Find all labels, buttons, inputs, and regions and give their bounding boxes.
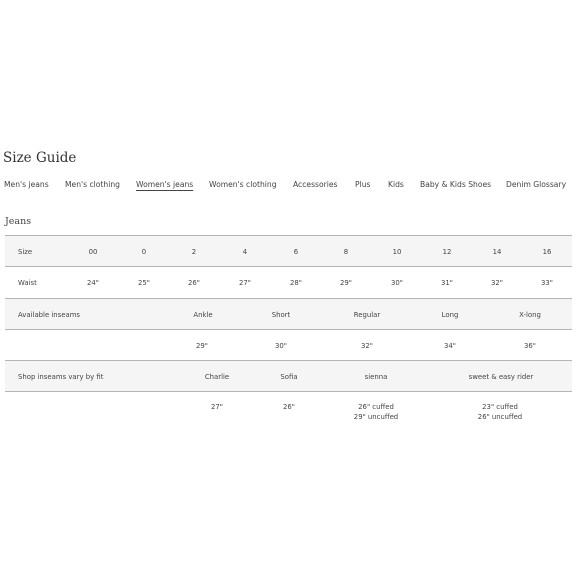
waist-cell: 26" [188, 279, 200, 287]
tab-mens-clothing[interactable]: Men's clothing [65, 180, 120, 189]
size-cell: 4 [242, 248, 248, 256]
fit-value: 27" [211, 403, 223, 411]
inseam-name: Regular [353, 311, 381, 319]
page-title: Size Guide [3, 150, 77, 166]
size-label: Size [18, 248, 33, 256]
inseam-name: X-long [519, 311, 541, 319]
waist-row [5, 267, 572, 299]
tab-denim-glossary[interactable]: Denim Glossary [506, 180, 567, 189]
tab-baby-kids-shoes[interactable]: Baby & Kids Shoes [420, 180, 492, 189]
tab-womens-jeans[interactable]: Women's jeans [136, 180, 194, 189]
tab-kids[interactable]: Kids [388, 180, 404, 189]
fit-value: 26" cuffed [358, 403, 394, 411]
size-cell: 12 [442, 248, 452, 256]
fit-value: 23" cuffed [482, 403, 518, 411]
fit-name: Charlie [204, 373, 230, 381]
size-cell: 16 [542, 248, 552, 256]
size-cell: 0 [141, 248, 147, 256]
size-cell: 2 [191, 248, 197, 256]
fit-value: 29" uncuffed [353, 413, 399, 421]
waist-cell: 32" [491, 279, 503, 287]
section-title-jeans: Jeans [5, 216, 32, 227]
waist-cell: 27" [239, 279, 251, 287]
inseam-value: 32" [361, 342, 373, 350]
inseam-name: Long [441, 311, 459, 319]
waist-cell: 24" [87, 279, 99, 287]
inseam-label: Available inseams [18, 311, 81, 319]
inseam-values-row [5, 330, 572, 360]
waist-cell: 28" [290, 279, 302, 287]
fit-values-row [5, 392, 572, 432]
tab-womens-clothing[interactable]: Women's clothing [209, 180, 277, 189]
tab-accessories[interactable]: Accessories [293, 180, 338, 189]
fit-name: sweet & easy rider [468, 373, 534, 381]
inseam-value: 29" [196, 342, 208, 350]
inseam-value: 30" [275, 342, 287, 350]
fit-header-row [5, 360, 572, 392]
fit-value: 26" [283, 403, 295, 411]
tab-plus[interactable]: Plus [355, 180, 371, 189]
size-cell: 6 [293, 248, 299, 256]
fit-name: sienna [364, 373, 388, 381]
inseam-value: 34" [444, 342, 456, 350]
fit-name: Sofia [280, 373, 298, 381]
fit-label: Shop inseams vary by fit [18, 373, 104, 381]
waist-cell: 31" [441, 279, 453, 287]
waist-cell: 33" [541, 279, 553, 287]
waist-cell: 25" [138, 279, 150, 287]
size-cell: 8 [343, 248, 349, 256]
inseam-value: 36" [524, 342, 536, 350]
waist-cell: 30" [391, 279, 403, 287]
inseam-header-row [5, 298, 572, 330]
inseam-name: Ankle [193, 311, 213, 319]
size-cell: 00 [88, 248, 98, 256]
inseam-name: Short [271, 311, 291, 319]
size-row [5, 235, 572, 267]
size-cell: 14 [492, 248, 502, 256]
tab-mens-jeans[interactable]: Men's jeans [4, 180, 49, 189]
waist-cell: 29" [340, 279, 352, 287]
fit-value: 26" uncuffed [477, 413, 523, 421]
size-cell: 10 [392, 248, 402, 256]
waist-label: Waist [18, 279, 37, 287]
